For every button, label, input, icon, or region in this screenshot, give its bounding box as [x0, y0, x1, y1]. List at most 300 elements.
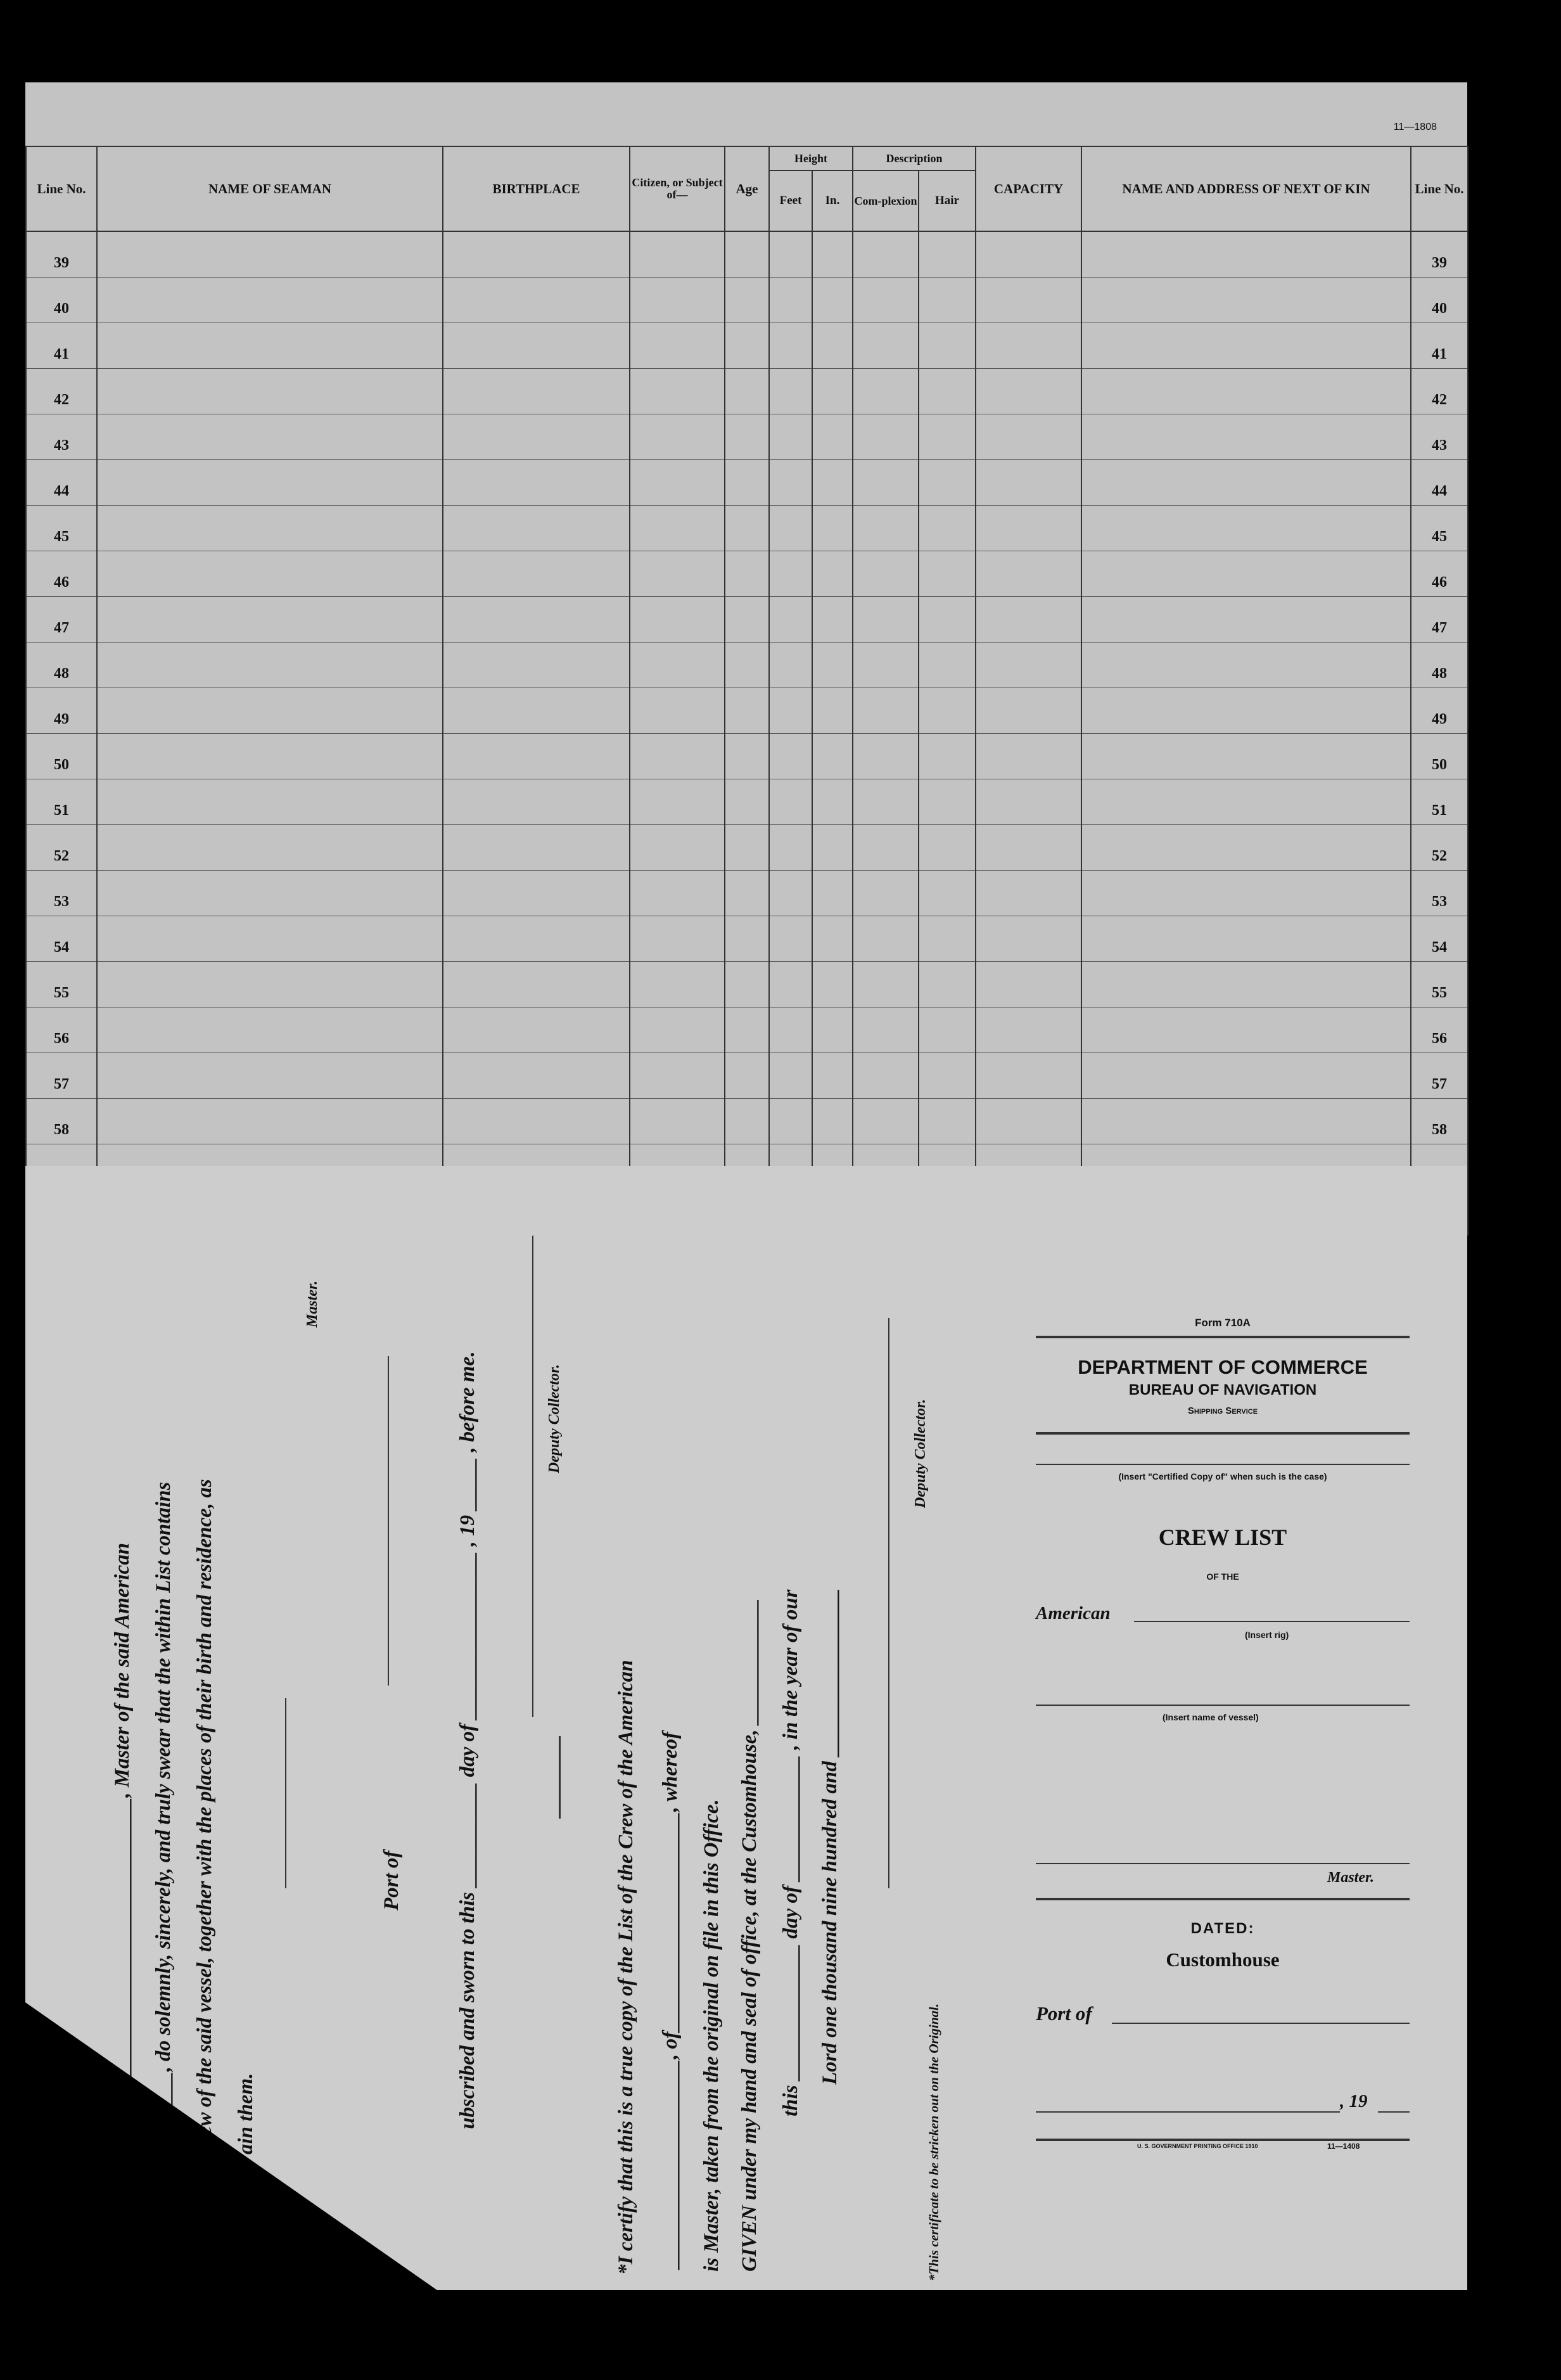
table-cell[interactable] — [812, 871, 853, 916]
table-cell[interactable] — [630, 551, 725, 597]
line-number: 46 — [26, 551, 97, 597]
table-cell[interactable] — [630, 643, 725, 688]
table-cell[interactable] — [1081, 1099, 1411, 1144]
table-row — [26, 231, 1468, 278]
line-number-right: 41 — [1411, 323, 1468, 369]
table-cell[interactable] — [630, 1008, 725, 1053]
table-cell[interactable] — [853, 414, 919, 460]
vessel-name-field — [1036, 1705, 1410, 1706]
table-cell[interactable] — [769, 231, 812, 278]
table-cell[interactable] — [769, 414, 812, 460]
table-cell[interactable] — [919, 1099, 976, 1144]
table-cell[interactable] — [725, 597, 769, 643]
table-cell[interactable] — [725, 734, 769, 779]
line-number-right: 50 — [1411, 734, 1468, 779]
table-cell[interactable] — [976, 825, 1081, 871]
header-inches: In. — [812, 170, 853, 231]
table-cell[interactable] — [919, 643, 976, 688]
table-cell[interactable] — [1081, 506, 1411, 551]
header-birthplace: BIRTHPLACE — [443, 146, 630, 231]
table-cell[interactable] — [919, 688, 976, 734]
table-cell[interactable] — [769, 688, 812, 734]
master-cover-label: Master. — [1327, 1869, 1375, 1886]
table-row — [26, 825, 1468, 871]
table-cell[interactable] — [1081, 414, 1411, 460]
table-cell[interactable] — [630, 688, 725, 734]
table-cell[interactable] — [97, 871, 443, 916]
sworn-line: ubscribed and sworn to this __________ day of ________________ , 19 _____ , before me. — [456, 1351, 479, 2129]
table-cell[interactable] — [443, 1099, 630, 1144]
table-cell[interactable] — [812, 916, 853, 962]
table-cell[interactable] — [769, 734, 812, 779]
table-cell[interactable] — [919, 231, 976, 278]
oath-line-4: ain them. — [234, 2073, 257, 2154]
table-cell[interactable] — [976, 506, 1081, 551]
table-cell[interactable] — [1081, 688, 1411, 734]
table-cell[interactable] — [630, 231, 725, 278]
table-cell[interactable] — [443, 688, 630, 734]
table-row — [26, 734, 1468, 779]
table-cell[interactable] — [853, 231, 919, 278]
oath-line-2: _______, do solemnly, sincerely, and truly swear that the within List contains — [152, 1481, 175, 2145]
line-number: 39 — [26, 231, 97, 278]
table-cell[interactable] — [853, 323, 919, 369]
table-cell[interactable] — [853, 962, 919, 1008]
rig-field — [1134, 1621, 1410, 1622]
table-cell[interactable] — [97, 414, 443, 460]
table-cell[interactable] — [812, 597, 853, 643]
port-of-label: Port of — [380, 1850, 403, 1910]
header-height: Height — [769, 146, 853, 170]
table-cell[interactable] — [812, 688, 853, 734]
line-number: 44 — [26, 460, 97, 506]
table-cell[interactable] — [97, 551, 443, 597]
table-row — [26, 460, 1468, 506]
table-cell[interactable] — [853, 1099, 919, 1144]
table-row — [26, 1008, 1468, 1053]
header-line-no-right: Line No. — [1411, 146, 1468, 231]
table-cell[interactable] — [443, 323, 630, 369]
header-name-of-seaman: NAME OF SEAMAN — [97, 146, 443, 231]
department-title: DEPARTMENT OF COMMERCE — [1078, 1356, 1368, 1378]
table-cell[interactable] — [769, 916, 812, 962]
line-number-right: 45 — [1411, 506, 1468, 551]
table-cell[interactable] — [630, 916, 725, 962]
table-cell[interactable] — [769, 597, 812, 643]
table-cell[interactable] — [1081, 278, 1411, 323]
table-row — [26, 962, 1468, 1008]
table-cell[interactable] — [976, 551, 1081, 597]
table-cell[interactable] — [97, 643, 443, 688]
table-cell[interactable] — [769, 278, 812, 323]
table-cell[interactable] — [919, 779, 976, 825]
table-cell[interactable] — [769, 369, 812, 414]
form-710a-label: Form 710A — [1195, 1317, 1251, 1329]
table-cell[interactable] — [97, 962, 443, 1008]
table-cell[interactable] — [976, 779, 1081, 825]
table-cell[interactable] — [812, 278, 853, 323]
bureau-title: BUREAU OF NAVIGATION — [1128, 1381, 1317, 1398]
table-cell[interactable] — [919, 825, 976, 871]
table-cell[interactable] — [725, 825, 769, 871]
line-number: 43 — [26, 414, 97, 460]
table-cell[interactable] — [630, 1099, 725, 1144]
table-row — [26, 506, 1468, 551]
table-cell[interactable] — [1081, 231, 1411, 278]
table-cell[interactable] — [443, 506, 630, 551]
table-cell[interactable] — [1081, 779, 1411, 825]
line-number-right: 42 — [1411, 369, 1468, 414]
table-cell[interactable] — [1081, 323, 1411, 369]
certificate-line-1: *I certify that this is a true copy of the List of the Crew of the American — [615, 1660, 637, 2275]
table-cell[interactable] — [725, 871, 769, 916]
table-row — [26, 1099, 1468, 1144]
table-cell[interactable] — [725, 643, 769, 688]
table-row — [26, 871, 1468, 916]
master-label: Master. — [304, 1280, 321, 1328]
port-field — [1112, 2023, 1410, 2024]
table-cell[interactable] — [919, 1008, 976, 1053]
table-cell[interactable] — [919, 871, 976, 916]
table-cell[interactable] — [812, 369, 853, 414]
table-row — [26, 1053, 1468, 1099]
table-cell[interactable] — [725, 962, 769, 1008]
table-cell[interactable] — [443, 597, 630, 643]
table-cell[interactable] — [97, 323, 443, 369]
crew-list-cover — [1023, 1305, 1422, 2192]
line-number: 57 — [26, 1053, 97, 1099]
table-cell[interactable] — [769, 825, 812, 871]
table-cell[interactable] — [1081, 643, 1411, 688]
table-cell[interactable] — [853, 825, 919, 871]
table-cell[interactable] — [1081, 1053, 1411, 1099]
table-row — [26, 278, 1468, 323]
line-number-right: 46 — [1411, 551, 1468, 597]
table-cell[interactable] — [976, 1053, 1081, 1099]
table-cell[interactable] — [443, 231, 630, 278]
table-cell[interactable] — [725, 278, 769, 323]
line-number-right: 43 — [1411, 414, 1468, 460]
table-row — [26, 551, 1468, 597]
table-cell[interactable] — [976, 460, 1081, 506]
table-cell[interactable] — [97, 688, 443, 734]
table-cell[interactable] — [976, 688, 1081, 734]
table-cell[interactable] — [97, 597, 443, 643]
table-cell[interactable] — [812, 1099, 853, 1144]
table-cell[interactable] — [769, 871, 812, 916]
line-number-right: 44 — [1411, 460, 1468, 506]
table-cell[interactable] — [443, 779, 630, 825]
header-age: Age — [725, 146, 769, 231]
table-cell[interactable] — [630, 278, 725, 323]
line-number-right: 49 — [1411, 688, 1468, 734]
header-capacity: CAPACITY — [976, 146, 1081, 231]
header-feet: Feet — [769, 170, 812, 231]
table-cell[interactable] — [853, 643, 919, 688]
line-number-right: 40 — [1411, 278, 1468, 323]
line-number-right: 48 — [1411, 643, 1468, 688]
table-cell[interactable] — [1081, 916, 1411, 962]
line-number: 48 — [26, 643, 97, 688]
table-cell[interactable] — [1081, 369, 1411, 414]
table-cell[interactable] — [812, 323, 853, 369]
table-cell[interactable] — [919, 551, 976, 597]
table-cell[interactable] — [769, 551, 812, 597]
table-row — [26, 779, 1468, 825]
table-cell[interactable] — [812, 962, 853, 1008]
table-cell[interactable] — [976, 414, 1081, 460]
table-cell[interactable] — [976, 1099, 1081, 1144]
crew-list-title: CREW LIST — [1158, 1525, 1287, 1550]
table-cell[interactable] — [853, 734, 919, 779]
table-cell[interactable] — [725, 551, 769, 597]
table-cell[interactable] — [97, 278, 443, 323]
table-cell[interactable] — [443, 825, 630, 871]
table-row — [26, 688, 1468, 734]
table-cell[interactable] — [443, 414, 630, 460]
table-cell[interactable] — [1081, 734, 1411, 779]
line-number-right: 52 — [1411, 825, 1468, 871]
form-code: 11—1408 — [1327, 2142, 1360, 2151]
table-cell[interactable] — [97, 1053, 443, 1099]
table-cell[interactable] — [976, 871, 1081, 916]
certificate-line-2: ____________________, of_____________________, whereof — [659, 1732, 682, 2268]
table-cell[interactable] — [630, 414, 725, 460]
crew-table-section — [25, 82, 1467, 1166]
table-cell[interactable] — [725, 916, 769, 962]
line-number: 56 — [26, 1008, 97, 1053]
table-cell[interactable] — [97, 1099, 443, 1144]
line-number-right: 53 — [1411, 871, 1468, 916]
table-row — [26, 597, 1468, 643]
line-number: 53 — [26, 871, 97, 916]
certificate-line-6: Lord one thousand nine hundred and ________________ — [819, 1589, 841, 2085]
certificate-line-3: is Master, taken from the original on file in this Office. — [700, 1799, 723, 2272]
line-number: 58 — [26, 1099, 97, 1144]
table-cell[interactable] — [769, 643, 812, 688]
oath-line-3: Crew of the said vessel, together with the places of their birth and residence, as — [193, 1479, 216, 2158]
table-cell[interactable] — [769, 1053, 812, 1099]
table-cell[interactable] — [97, 825, 443, 871]
table-cell[interactable] — [443, 734, 630, 779]
of-the-label: OF THE — [1206, 1571, 1239, 1582]
table-cell[interactable] — [1081, 871, 1411, 916]
table-cell[interactable] — [443, 962, 630, 1008]
table-cell[interactable] — [853, 779, 919, 825]
table-cell[interactable] — [812, 825, 853, 871]
table-cell[interactable] — [919, 323, 976, 369]
table-cell[interactable] — [853, 369, 919, 414]
table-cell[interactable] — [630, 323, 725, 369]
deputy-collector-label-1: Deputy Collector. — [546, 1364, 563, 1473]
table-cell[interactable] — [919, 962, 976, 1008]
table-cell[interactable] — [1081, 597, 1411, 643]
table-cell[interactable] — [812, 734, 853, 779]
port-of-cover-label: Port of — [1036, 2002, 1092, 2025]
table-cell[interactable] — [976, 962, 1081, 1008]
table-cell[interactable] — [976, 231, 1081, 278]
table-cell[interactable] — [443, 871, 630, 916]
table-cell[interactable] — [1081, 825, 1411, 871]
table-cell[interactable] — [812, 779, 853, 825]
header-line-no: Line No. — [26, 146, 97, 231]
table-cell[interactable] — [725, 688, 769, 734]
date-field — [1036, 2111, 1340, 2113]
table-cell[interactable] — [976, 734, 1081, 779]
year-label: , 19 — [1340, 2091, 1368, 2111]
table-cell[interactable] — [630, 506, 725, 551]
table-cell[interactable] — [97, 916, 443, 962]
table-cell[interactable] — [97, 506, 443, 551]
table-cell[interactable] — [812, 414, 853, 460]
table-cell[interactable] — [97, 369, 443, 414]
table-cell[interactable] — [443, 460, 630, 506]
table-cell[interactable] — [725, 1008, 769, 1053]
table-cell[interactable] — [976, 597, 1081, 643]
table-cell[interactable] — [769, 460, 812, 506]
table-cell[interactable] — [769, 962, 812, 1008]
insert-certified-note: (Insert "Certified Copy of" when such is the case) — [1118, 1471, 1327, 1481]
table-cell[interactable] — [630, 460, 725, 506]
table-cell[interactable] — [769, 779, 812, 825]
table-cell[interactable] — [812, 643, 853, 688]
insert-vessel-note: (Insert name of vessel) — [1163, 1712, 1259, 1722]
line-number: 47 — [26, 597, 97, 643]
table-cell[interactable] — [812, 551, 853, 597]
shipping-service-label: Shipping Service — [1187, 1405, 1258, 1416]
table-cell[interactable] — [853, 551, 919, 597]
table-cell[interactable] — [919, 916, 976, 962]
table-cell[interactable] — [812, 1008, 853, 1053]
table-cell[interactable] — [1081, 551, 1411, 597]
table-cell[interactable] — [97, 779, 443, 825]
certificate-line-4: GIVEN under my hand and seal of office, at the Customhouse, ____________ — [738, 1599, 761, 2272]
table-cell[interactable] — [630, 597, 725, 643]
table-cell[interactable] — [812, 460, 853, 506]
table-cell[interactable] — [812, 506, 853, 551]
header-hair: Hair — [919, 170, 976, 231]
table-cell[interactable] — [919, 506, 976, 551]
line-number-right: 47 — [1411, 597, 1468, 643]
table-cell[interactable] — [919, 414, 976, 460]
table-row — [26, 323, 1468, 369]
table-cell[interactable] — [853, 871, 919, 916]
line-number: 42 — [26, 369, 97, 414]
table-cell[interactable] — [443, 551, 630, 597]
certificate-footnote: *This certificate to be stricken out on the Original. — [926, 2003, 941, 2281]
table-cell[interactable] — [630, 734, 725, 779]
table-cell[interactable] — [630, 1053, 725, 1099]
table-cell[interactable] — [1081, 460, 1411, 506]
table-cell[interactable] — [1081, 1008, 1411, 1053]
table-cell[interactable] — [725, 1053, 769, 1099]
table-cell[interactable] — [853, 460, 919, 506]
table-cell[interactable] — [630, 962, 725, 1008]
table-cell[interactable] — [97, 1008, 443, 1053]
table-cell[interactable] — [443, 916, 630, 962]
table-cell[interactable] — [853, 916, 919, 962]
line-number: 55 — [26, 962, 97, 1008]
table-cell[interactable] — [725, 506, 769, 551]
table-cell[interactable] — [853, 1053, 919, 1099]
table-cell[interactable] — [443, 643, 630, 688]
table-cell[interactable] — [919, 597, 976, 643]
insert-rig-note: (Insert rig) — [1245, 1630, 1289, 1640]
table-cell[interactable] — [97, 231, 443, 278]
table-cell[interactable] — [769, 1008, 812, 1053]
table-cell[interactable] — [853, 1008, 919, 1053]
table-cell[interactable] — [976, 916, 1081, 962]
line-number: 41 — [26, 323, 97, 369]
table-cell[interactable] — [919, 369, 976, 414]
printer-note: U. S. GOVERNMENT PRINTING OFFICE 1910 — [1137, 2143, 1258, 2149]
dated-label: DATED: — [1190, 1920, 1255, 1937]
table-cell[interactable] — [725, 369, 769, 414]
table-cell[interactable] — [443, 1053, 630, 1099]
table-cell[interactable] — [769, 506, 812, 551]
table-cell[interactable] — [919, 278, 976, 323]
table-cell[interactable] — [97, 734, 443, 779]
table-cell[interactable] — [976, 369, 1081, 414]
table-cell[interactable] — [630, 369, 725, 414]
header-complexion: Com-plexion — [853, 170, 919, 231]
table-cell[interactable] — [725, 414, 769, 460]
line-number: 52 — [26, 825, 97, 871]
table-cell[interactable] — [976, 643, 1081, 688]
table-row — [26, 643, 1468, 688]
table-cell[interactable] — [769, 323, 812, 369]
line-number-right: 51 — [1411, 779, 1468, 825]
table-cell[interactable] — [919, 460, 976, 506]
table-cell[interactable] — [725, 779, 769, 825]
table-row — [26, 414, 1468, 460]
table-cell[interactable] — [725, 323, 769, 369]
table-cell[interactable] — [443, 1008, 630, 1053]
table-cell[interactable] — [443, 278, 630, 323]
table-row — [26, 916, 1468, 962]
table-cell[interactable] — [976, 323, 1081, 369]
table-cell[interactable] — [976, 1008, 1081, 1053]
table-cell[interactable] — [725, 1099, 769, 1144]
table-cell[interactable] — [443, 369, 630, 414]
table-cell[interactable] — [853, 506, 919, 551]
table-cell[interactable] — [630, 871, 725, 916]
table-cell[interactable] — [1081, 962, 1411, 1008]
line-number-right: 58 — [1411, 1099, 1468, 1144]
table-cell[interactable] — [919, 734, 976, 779]
table-cell[interactable] — [812, 1053, 853, 1099]
table-cell[interactable] — [853, 688, 919, 734]
table-cell[interactable] — [630, 779, 725, 825]
line-number-right: 54 — [1411, 916, 1468, 962]
line-number-right: 39 — [1411, 231, 1468, 278]
table-cell[interactable] — [769, 1099, 812, 1144]
table-cell[interactable] — [725, 460, 769, 506]
table-cell[interactable] — [97, 460, 443, 506]
table-cell[interactable] — [919, 1053, 976, 1099]
table-cell[interactable] — [812, 231, 853, 278]
master-field — [1036, 1863, 1410, 1864]
table-cell[interactable] — [853, 597, 919, 643]
table-cell[interactable] — [630, 825, 725, 871]
table-row — [26, 369, 1468, 414]
table-cell[interactable] — [853, 278, 919, 323]
line-number: 40 — [26, 278, 97, 323]
table-cell[interactable] — [976, 278, 1081, 323]
table-cell[interactable] — [725, 231, 769, 278]
line-number-right: 55 — [1411, 962, 1468, 1008]
line-number: 54 — [26, 916, 97, 962]
